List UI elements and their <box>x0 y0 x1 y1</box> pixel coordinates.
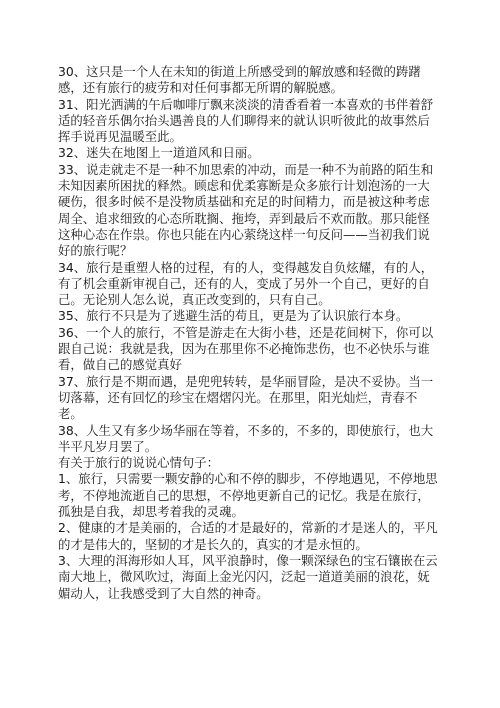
section-item-1: 1、旅行，只需要一颗安静的心和不停的脚步，不停地遇见，不停地思考，不停地流逝自己的思想，不停地更新自己的记忆。我是在旅行，孤独是自我，却思考着我的灵魂。 <box>58 471 438 520</box>
section-item-3: 3、大理的洱海形如人耳，风平浪静时，像一颗深绿色的宝石镶嵌在云南大地上，微风吹过，海面上金光闪闪，泛起一道道美丽的浪花，妩媚动人，让我感受到了大自然的神奇。 <box>58 552 438 601</box>
paragraph-36: 36、一个人的旅行，不管是游走在大街小巷，还是花间树下，你可以跟自己说：我就是我，因为在那里你不必掩饰悲伤，也不必快乐与谁看，做自己的感觉真好 <box>58 324 434 373</box>
paragraph-30: 30、这只是一个人在未知的街道上所感受到的解放感和轻微的踌躇感，还有旅行的疲劳和对任何事都无所谓的解脱感。 <box>58 64 421 96</box>
paragraph-32: 32、迷失在地图上一道道风和日丽。 <box>58 145 260 161</box>
section-heading: 有关于旅行的说说心情句子： <box>58 455 220 471</box>
paragraph-33: 33、说走就走不是一种不加思索的冲动，而是一种不为前路的陌生和未知因素所困扰的释然。顾虑和优柔寡断是众多旅行计划泡汤的一大硬伤，很多时候不是没物质基础和充足的时间精力，而是被这种考虑周全、追求细致的心态所耽搁、拖垮，弄到最后不欢而散。那只能怪这种心态在作祟。你也只能在内心萦绕这样一句反问——当初我们说好的旅行呢？ <box>58 161 434 259</box>
paragraph-31: 31、阳光洒满的午后咖啡厅飘来淡淡的清香看着一本喜欢的书伴着舒适的轻音乐偶尔抬头遇善良的人们聊得来的就认识听彼此的故事然后挥手说再见温暖至此。 <box>58 96 434 145</box>
paragraph-38: 38、人生又有多少场华丽在等着，不多的，不多的，即使旅行，也大半平凡岁月罢了。 <box>58 422 434 454</box>
paragraph-34: 34、旅行是重塑人格的过程，有的人，变得越发自负炫耀，有的人，有了机会重新审视自己，还有的人，变成了另外一个自己，更好的自己。无论别人怎么说，真正改变到的，只有自己。 <box>58 259 434 308</box>
paragraph-37: 37、旅行是不期而遇，是兜兜转转，是华丽冒险，是决不妥协。当一切落幕，还有回忆的珍宝在熠熠闪光。在那里，阳光灿烂，青春不老。 <box>58 373 434 422</box>
section-item-2: 2、健康的才是美丽的，合适的才是最好的，常新的才是迷人的，平凡的才是伟大的，坚韧的才是长久的，真实的才是永恒的。 <box>58 520 438 552</box>
paragraph-35: 35、旅行不只是为了逃避生活的苟且，更是为了认识旅行本身。 <box>58 308 409 324</box>
